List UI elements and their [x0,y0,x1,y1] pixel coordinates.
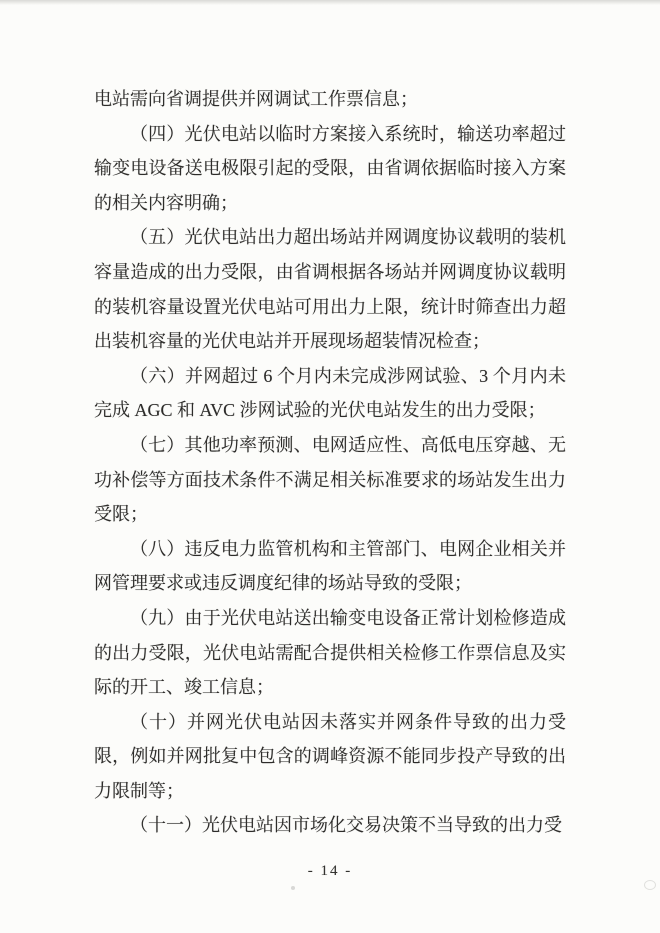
paragraph: （十）并网光伏电站因未落实并网条件导致的出力受限，例如并网批复中包含的调峰资源不能同步投产导致的出力限制等； [94,711,566,801]
paragraph: （五）光伏电站出力超出场站并网调度协议载明的装机容量造成的出力受限，由省调根据各场站并网调度协议载明的装机容量设置光伏电站可用出力上限，统计时筛查出力超出装机容量的光伏电站并开展现场超装情况检查； [94,227,566,352]
paragraph: 电站需向省调提供并网调试工作票信息； [94,89,418,109]
paragraph: （六）并网超过 6 个月内未完成涉网试验、3 个月内未完成 AGC 和 AVC 涉网试验的光伏电站发生的出力受限； [94,365,566,421]
page-number: - 14 - [307,863,353,879]
paragraph: （八）违反电力监管机构和主管部门、电网企业相关并网管理要求或违反调度纪律的场站导致的受限； [94,538,566,594]
scan-speck [291,886,295,890]
document-body [94,82,566,843]
paragraph: （九）由于光伏电站送出输变电设备正常计划检修造成的出力受限，光伏电站需配合提供相关检修工作票信息及实际的开工、竣工信息； [94,607,566,698]
paragraph: （七）其他功率预测、电网适应性、高低电压穿越、无功补偿等方面技术条件不满足相关标准要求的场站发生出力受限； [94,434,566,525]
scan-speck [644,880,656,890]
scan-top-edge [0,0,660,5]
paragraph: （四）光伏电站以临时方案接入系统时，输送功率超过输变电设备送电极限引起的受限，由省调依据临时接入方案的相关内容明确； [94,123,566,213]
paragraph: （十一）光伏电站因市场化交易决策不当导致的出力受 [130,815,562,836]
